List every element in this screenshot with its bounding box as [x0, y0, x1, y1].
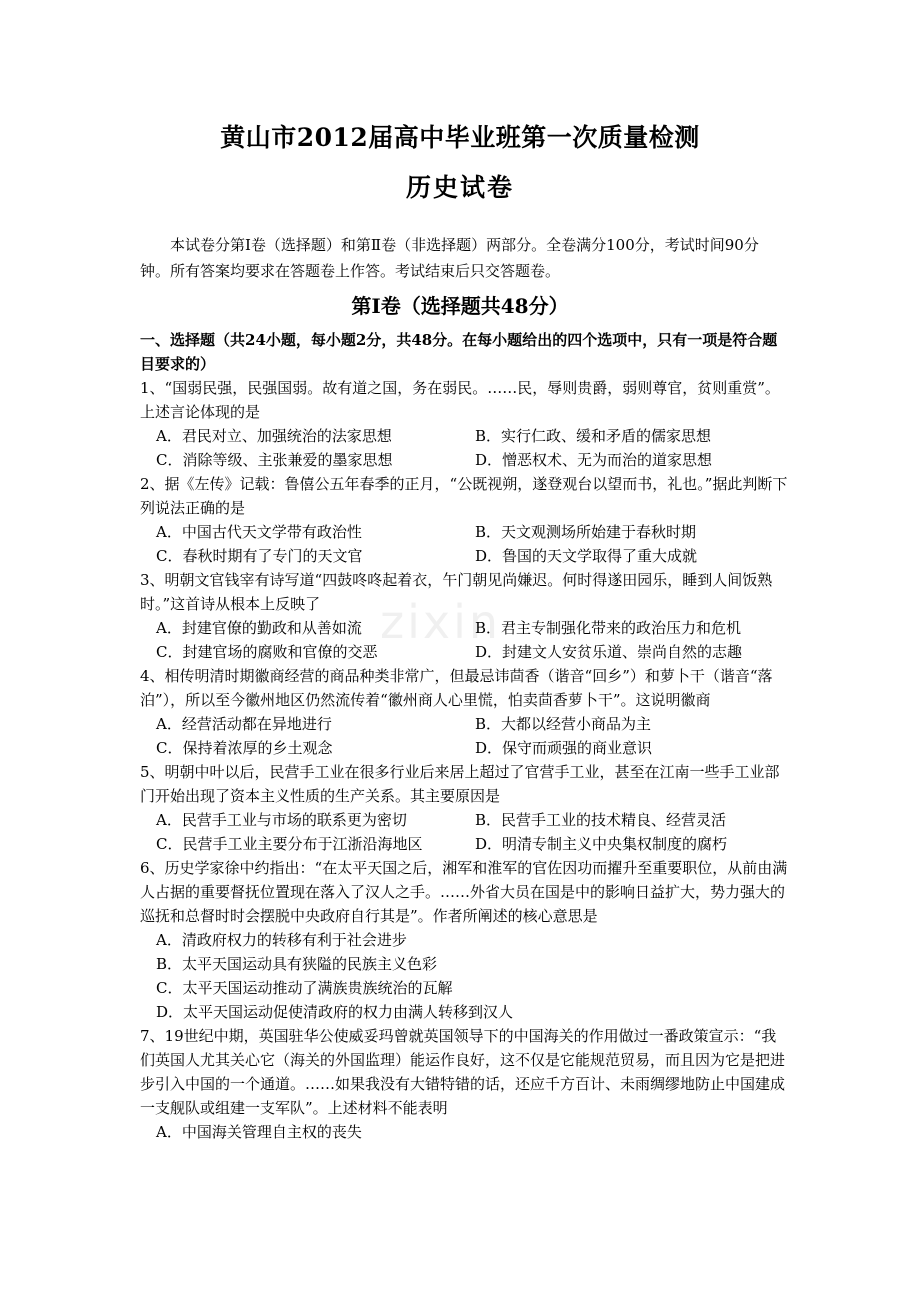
- option-list: [140, 520, 790, 568]
- option-b: B．民营手工业的技术精良、经营灵活: [475, 811, 727, 829]
- option-c: C．保持着浓厚的乡土观念: [156, 739, 333, 757]
- option-b: B．天文观测场所始建于春秋时期: [475, 523, 697, 541]
- option-a: A．封建官僚的勤政和从善如流: [156, 619, 362, 637]
- option-c: C．消除等级、主张兼爱的墨家思想: [156, 451, 393, 469]
- option-list: [140, 1120, 790, 1144]
- option-a: A．中国古代天文学带有政治性: [156, 523, 362, 541]
- option-list: [140, 808, 790, 856]
- option-c: C．封建官场的腐败和官僚的交恶: [156, 643, 378, 661]
- option-list: [140, 424, 790, 472]
- option-b: B．太平天国运动具有狭隘的民族主义色彩: [156, 955, 438, 973]
- questions-block: [140, 328, 790, 1144]
- option-d: D．明清专制主义中央集权制度的腐朽: [475, 835, 728, 853]
- option-list: [140, 616, 790, 664]
- option-a: A．中国海关管理自主权的丧失: [156, 1123, 362, 1141]
- section-title: 第Ⅰ卷（选择题共48分）: [351, 294, 569, 318]
- option-d: D．太平天国运动促使清政府的权力由满人转移到汉人: [156, 1003, 514, 1021]
- option-list: [140, 928, 790, 1024]
- option-a: A．君民对立、加强统治的法家思想: [156, 427, 392, 445]
- option-a: A．经营活动都在异地进行: [156, 715, 332, 733]
- question-stem: 3、明朝文官钱宰有诗写道“四鼓咚咚起着衣，午门朝见尚嫌迟。何时得遂田园乐，睡到人间饭熟时。”这首诗从根本上反映了: [140, 571, 773, 613]
- option-b: B．大都以经营小商品为主: [475, 715, 652, 733]
- question: [140, 376, 790, 472]
- option-a: A．民营手工业与市场的联系更为密切: [156, 811, 407, 829]
- question: [140, 856, 790, 1024]
- option-list: [140, 712, 790, 760]
- option-c: C．太平天国运动推动了满族贵族统治的瓦解: [156, 979, 453, 997]
- option-b: B．君主专制强化带来的政治压力和危机: [475, 619, 742, 637]
- question: [140, 1024, 790, 1144]
- question: [140, 664, 790, 760]
- question-stem: 1、“国弱民强，民强国弱。故有道之国，务在弱民。……民，辱则贵爵，弱则尊官，贫则重赏”。上述言论体现的是: [140, 379, 780, 421]
- option-d: D．鲁国的天文学取得了重大成就: [475, 547, 698, 565]
- exam-instructions: 本试卷分第Ⅰ卷（选择题）和第Ⅱ卷（非选择题）两部分。全卷满分100分，考试时间90分钟。所有答案均要求在答题卷上作答。考试结束后只交答题卷。: [140, 236, 759, 280]
- question-stem: 4、相传明清时期徽商经营的商品种类非常广，但最忌讳茴香（谐音“回乡”）和萝卜干（谐音“落泊”），所以至今徽州地区仍然流传着“徽州商人心里慌，怕卖茴香萝卜干”。这说明徽商: [140, 667, 773, 709]
- option-a: A．清政府权力的转移有利于社会进步: [156, 931, 407, 949]
- option-c: C．民营手工业主要分布于江浙沿海地区: [156, 835, 423, 853]
- part-heading: 一、选择题（共24小题，每小题2分，共48分。在每小题给出的四个选项中，只有一项是符合题目要求的）: [140, 331, 778, 373]
- question: [140, 760, 790, 856]
- exam-title: 黄山市2012届高中毕业班第一次质量检测: [220, 123, 700, 152]
- question-stem: 2、据《左传》记载：鲁僖公五年春季的正月，“公既视朔，遂登观台以望而书，礼也。”据此判断下列说法正确的是: [140, 475, 788, 517]
- exam-subtitle: 历史试卷: [405, 173, 514, 202]
- option-b: B．实行仁政、缓和矛盾的儒家思想: [475, 427, 712, 445]
- option-d: D．保守而顽强的商业意识: [475, 739, 653, 757]
- watermark: zixin: [380, 595, 502, 649]
- question-stem: 7、19世纪中期，英国驻华公使威妥玛曾就英国领导下的中国海关的作用做过一番政策宣示：“我们英国人尤其关心它（海关的外国监理）能运作良好，这不仅是它能规范贸易，而且因为它是把进步引入中国的一个通道。……如果我没有大错特错的话，还应千方百计、未雨绸缪地防止中国建成一支舰队或组建一支军队”。上述材料不能表明: [140, 1027, 786, 1117]
- question: [140, 568, 790, 664]
- question: [140, 472, 790, 568]
- question-stem: 5、明朝中叶以后，民营手工业在很多行业后来居上超过了官营手工业，甚至在江南一些手工业部门开始出现了资本主义性质的生产关系。其主要原因是: [140, 763, 780, 805]
- question-stem: 6、历史学家徐中约指出：“在太平天国之后，湘军和淮军的官佐因功而擢升至重要职位，从前由满人占据的重要督抚位置现在落入了汉人之手。……外省大员在国是中的影响日益扩大，势力强大的巡抚和总督时时会摆脱中央政府自行其是”。作者所阐述的核心意思是: [140, 859, 788, 925]
- option-d: D．憎恶权术、无为而治的道家思想: [475, 451, 713, 469]
- option-c: C．春秋时期有了专门的天文官: [156, 547, 363, 565]
- option-d: D．封建文人安贫乐道、崇尚自然的志趣: [475, 643, 743, 661]
